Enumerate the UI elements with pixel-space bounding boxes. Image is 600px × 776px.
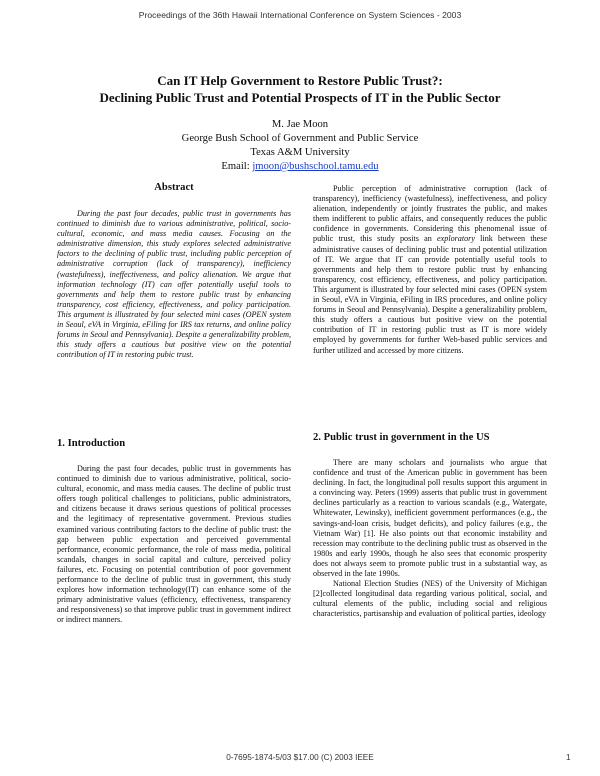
section2-paragraph-1: There are many scholars and journalists who argue that confidence and trust of the American public in government has been declining. In fact, the longitudinal poll results support this argument in a convincing way. Peters (1999) asserts that public trust in government declines particularly as a reaction to various scandals (e.g., Watergate, Whitewater, Lewinsky), inefficient government performances (e.g., the savings-and-loan crisis, budget deficits), and policy failures (e.g., the Vietnam War) [1]. He also points out that economic instability and recession may contribute to the declining public trust as observed in the 1980s and early 1990s, though he also sees that economic prosperity does not always seem to promote public trust in a substantial way, as observed in the late 1990s. bbox=[313, 458, 547, 579]
abstract-heading: Abstract bbox=[154, 182, 194, 193]
author-block bbox=[40, 118, 560, 174]
section2-paragraph-2: National Election Studies (NES) of the University of Michigan [2]collected longitudinal data regarding various political, social, and cultural elements of the public, including social and religious characteristics, partisanship and evaluation of political parties, ideology bbox=[313, 579, 547, 619]
abstract-paragraph: During the past four decades, public trust in governments has continued to diminish due to various administrative, political, socio-cultural, economic, and mass media causes. Focusing on the administrative dimension, this study explores selected administrative factors to the declining of public trust, including public perception of administrative corruption (lack of transparency), inefficiency (wastefulness), ineffectiveness, and policy alienation. We argue that information technology (IT) can offer potentially useful tools to governments and help them to restore public trust by enhancing transparency, cost efficiency, effectiveness, and policy participation. This argument is illustrated by four selected mini cases (OPEN system in Seoul, eVA in Virginia, eFiling for IRS tax returns, and online policy forums in Seoul and Pennsylvania). Despite a generalizability problem, this study offers a cautious but positive view on the potential contribution of IT in restoring pubic trust. bbox=[57, 209, 291, 360]
author-email-line bbox=[40, 160, 560, 174]
section2-body bbox=[313, 458, 547, 620]
title-line-1: Can IT Help Government to Restore Public Trust?: bbox=[157, 73, 443, 88]
email-label: Email: bbox=[221, 161, 253, 172]
right-column-top bbox=[313, 184, 547, 356]
right-top-paragraph bbox=[313, 184, 547, 356]
author-name: M. Jae Moon bbox=[271, 119, 329, 130]
email-link[interactable]: jmoon@bushschool.tamu.edu bbox=[252, 161, 379, 172]
abstract-body bbox=[57, 209, 291, 360]
introduction-heading: 1. Introduction bbox=[57, 438, 126, 449]
right-top-part2: link between these administrative causes of declining public trust and potential utilization of IT. We argue that IT can provide potentially useful tools to governments and help them to restore public trust by enhancing transparency, cost efficiency, effectiveness, and policy participation. This argument is illustrated by four selected mini cases (OPEN system in Seoul, eVA in Virginia, eFiling in IRS procedures, and online policy forums in Seoul and Pennsylvania). Despite a generalizability problem, this study offers a cautious but positive view on the potential contribution of IT in restoring public trust as IT is more widely employed by governments for further Web-based public services and further utilized and accessed by more citizens. bbox=[313, 234, 548, 355]
paper-title bbox=[40, 72, 560, 106]
proceedings-header: Proceedings of the 36th Hawaii International Conference on System Sciences - 2003 bbox=[138, 10, 462, 20]
title-line-2: Declining Public Trust and Potential Prospects of IT in the Public Sector bbox=[99, 90, 501, 105]
ieee-footer: 0-7695-1874-5/03 $17.00 (C) 2003 IEEE bbox=[226, 753, 374, 762]
introduction-body bbox=[57, 464, 291, 626]
author-affiliation: George Bush School of Government and Public Service bbox=[181, 133, 419, 144]
introduction-paragraph: During the past four decades, public trust in governments has continued to diminish due to various administrative, political, socio-cultural, economic, and mass media causes. The decline of public trust offers tough political challenges to politicians, public administrators, and citizens because it draws serious questions of political processes and the legitimacy of representative government. Previous studies examined various contributing factors to the decline of public trust: the gap between public expectation and perceived governmental performance, economic performance, the role of mass media, political scandals, changes in social capital and culture, perceived policy failures, etc. Focusing on potential contribution of poor government performance to the decline of public trust in government, this study explores how information technology(IT) can enhance some of the primary administrative values (efficiency, effectiveness, transparency and responsiveness) so that improve public trust in government indirect or indirect manners. bbox=[57, 464, 291, 625]
page-number: 1 bbox=[566, 753, 571, 762]
author-university: Texas A&M University bbox=[250, 147, 350, 158]
right-top-italic: exploratory bbox=[437, 234, 475, 244]
section2-heading: 2. Public trust in government in the US bbox=[313, 432, 490, 443]
right-top-part1: Public perception of administrative corruption (lack of transparency), inefficiency (wastefulness), ineffectiveness, and policy alienation, independently or jointly frustrates the public, and makes them indifferent to public affairs, and consequently reduces the public confidence in governments. Considering this phenomenal issue of public trust, this study posits an bbox=[313, 184, 547, 244]
